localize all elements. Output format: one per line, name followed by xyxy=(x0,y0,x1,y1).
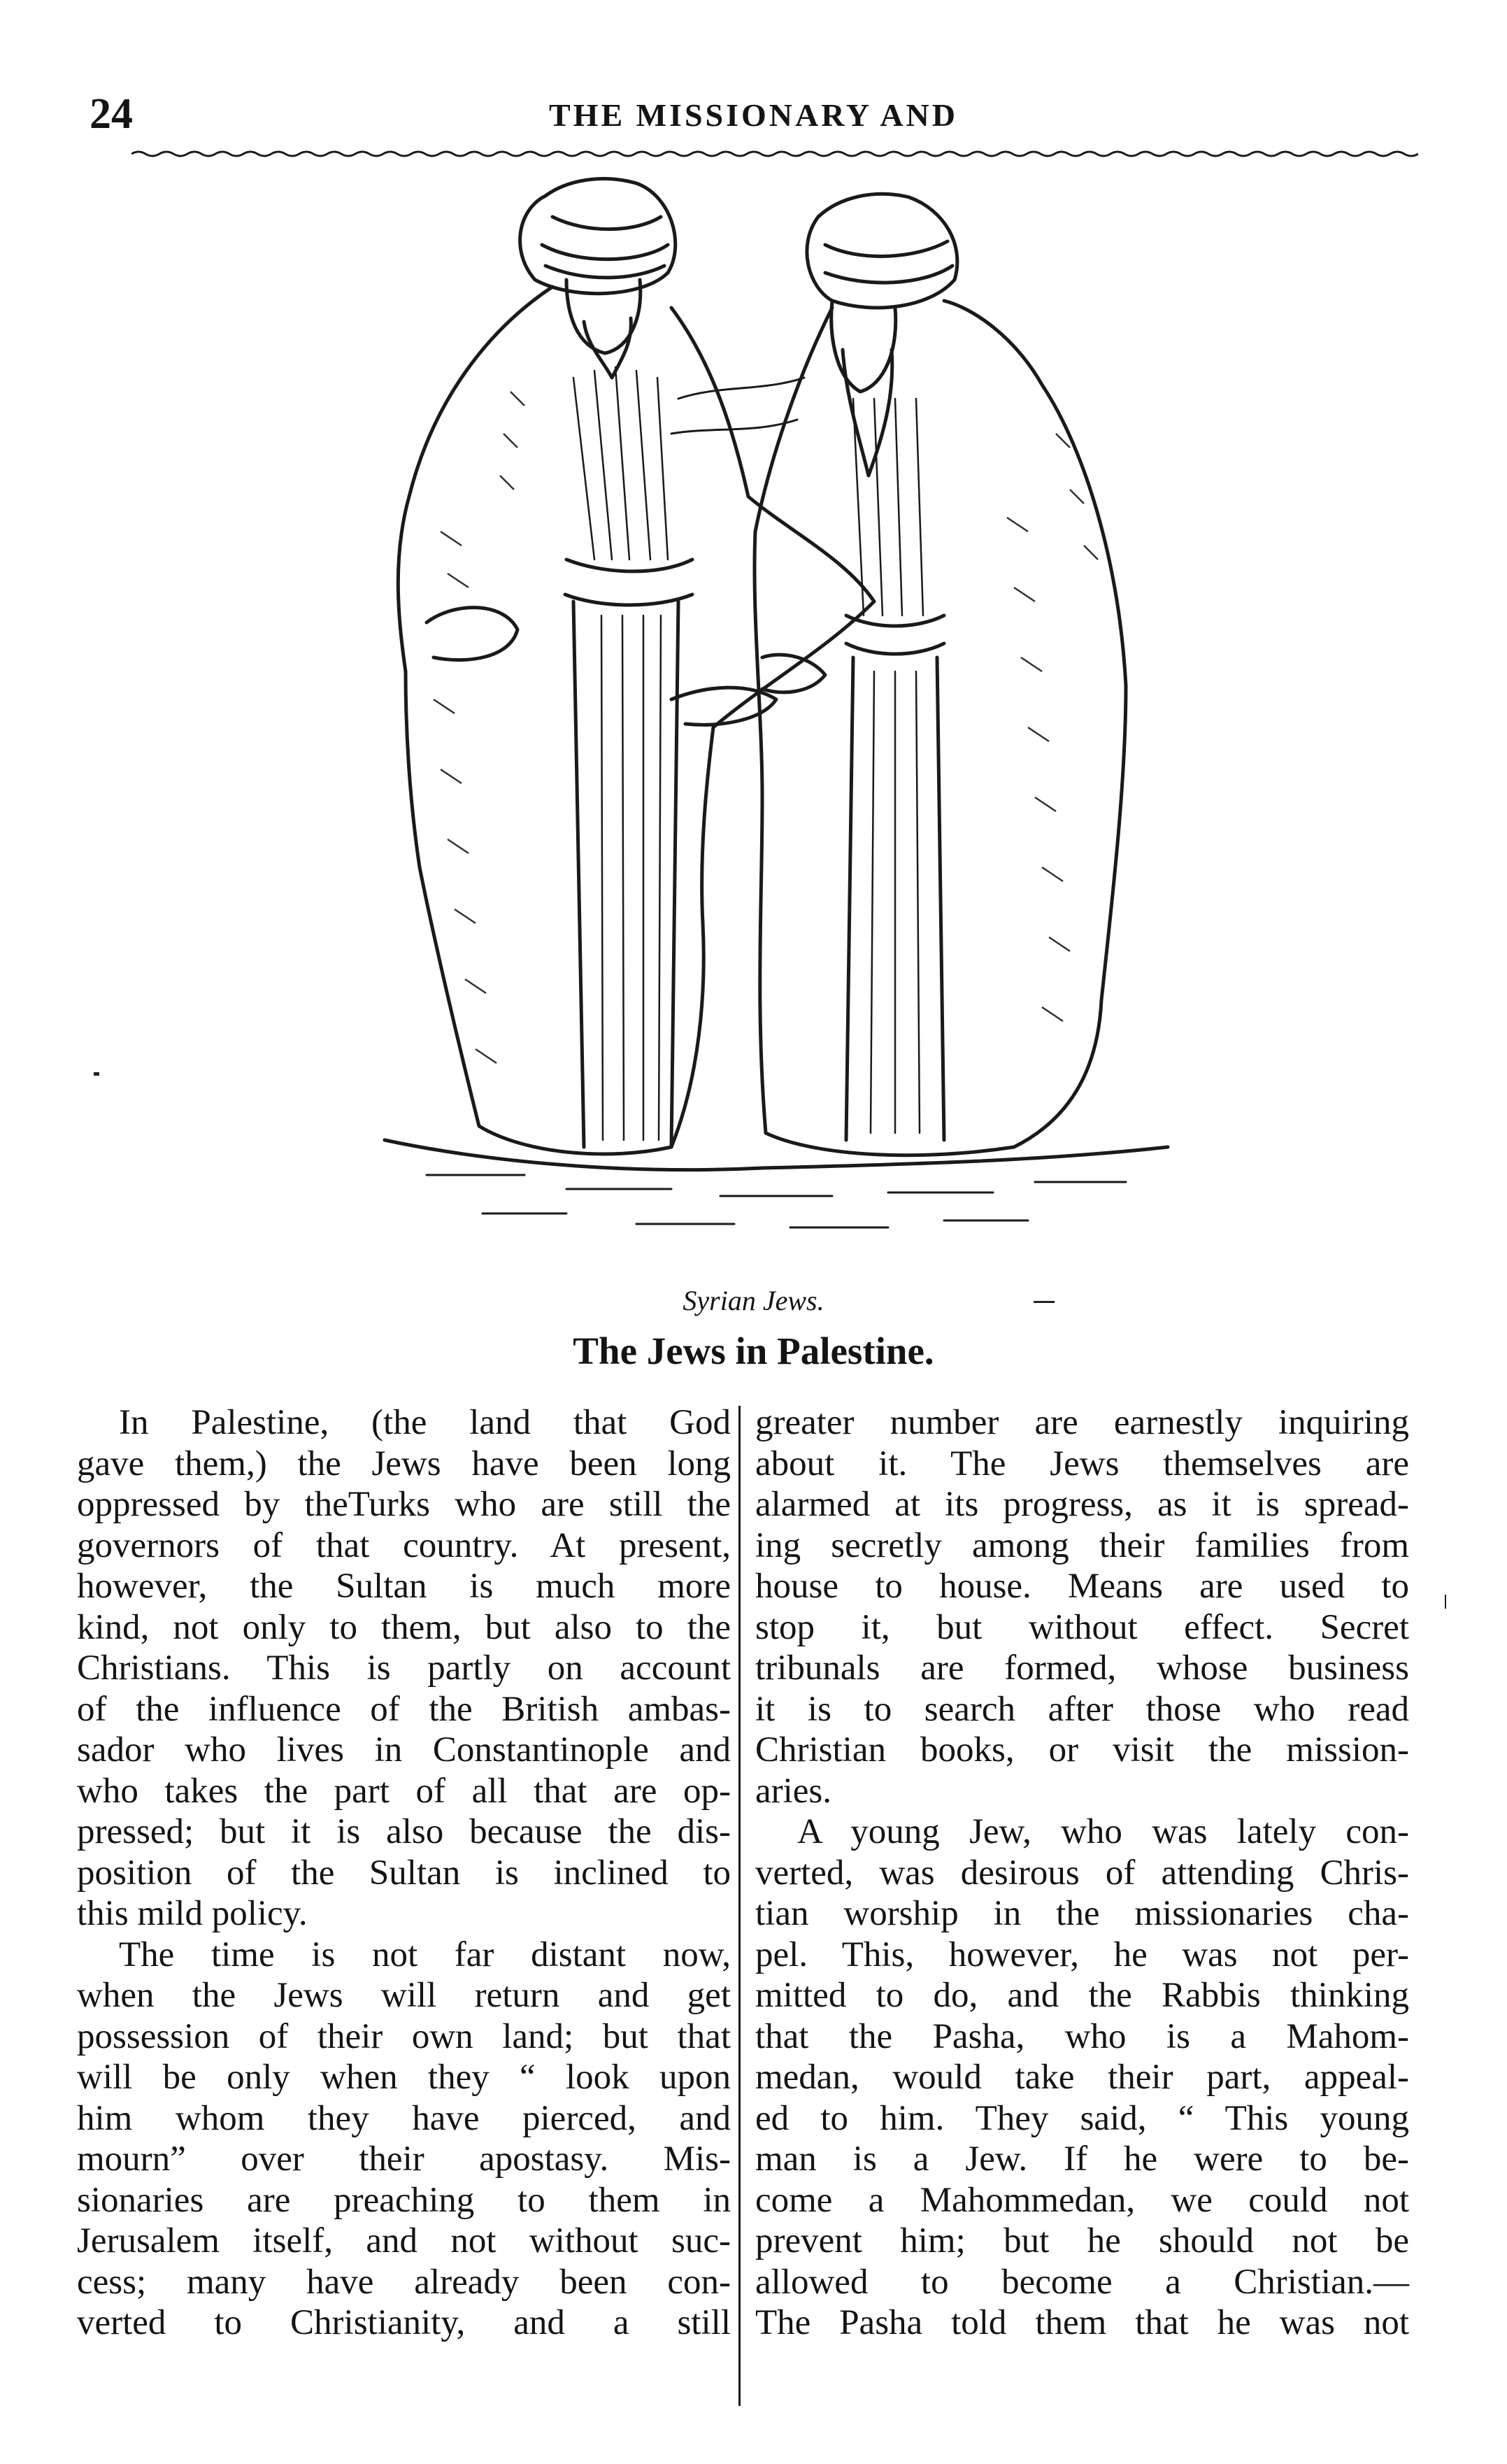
text-line: stop it, but without effect. Secret xyxy=(755,1607,1409,1647)
text-line: Jerusalem itself, and not without suc- xyxy=(77,2221,731,2260)
text-line: ing secretly among their families from xyxy=(755,1525,1409,1565)
header-wavy-rule xyxy=(131,148,1418,159)
text-line: pressed; but it is also because the dis- xyxy=(77,1812,731,1851)
text-line: The time is not far distant now, xyxy=(119,1935,731,1974)
text-line: ed to him. They said, “ This young xyxy=(755,2098,1409,2138)
text-line: tribunals are formed, whose business xyxy=(755,1648,1409,1688)
text-line: In Palestine, (the land that God xyxy=(119,1403,731,1442)
right-face xyxy=(831,301,896,392)
article-title: The Jews in Palestine. xyxy=(573,1330,934,1372)
text-line: cess; many have already been con- xyxy=(77,2262,731,2302)
text-line: however, the Sultan is much more xyxy=(77,1567,731,1606)
text-line: it is to search after those who read xyxy=(755,1689,1409,1729)
page-number: 24 xyxy=(90,90,133,138)
text-line: prevent him; but he should not be xyxy=(755,2221,1409,2260)
text-line: mitted to do, and the Rabbis thinking xyxy=(755,1976,1409,2015)
text-line: greater number are earnestly inquiring xyxy=(755,1403,1409,1442)
column-divider xyxy=(738,1406,741,2406)
text-line: medan, would take their part, appeal- xyxy=(755,2058,1409,2097)
text-line: when the Jews will return and get xyxy=(77,1976,731,2015)
text-line: verted, was desirous of attending Chris- xyxy=(755,1853,1409,1893)
text-line: verted to Christianity, and a still xyxy=(77,2303,731,2342)
text-line: The Pasha told them that he was not xyxy=(755,2303,1409,2342)
text-line: come a Mahommedan, we could not xyxy=(755,2180,1409,2220)
text-line: man is a Jew. If he were to be- xyxy=(755,2139,1409,2179)
text-line: of the influence of the British ambas- xyxy=(77,1689,731,1729)
text-line: aries. xyxy=(755,1771,832,1811)
text-line: will be only when they “ look upon xyxy=(77,2058,731,2097)
text-line: Christians. This is partly on account xyxy=(77,1648,731,1688)
text-line: tian worship in the missionaries cha- xyxy=(755,1894,1409,1933)
print-speck xyxy=(1034,1301,1055,1303)
text-line: who takes the part of all that are op- xyxy=(77,1771,731,1811)
print-speck xyxy=(94,1072,99,1076)
text-line: possession of their own land; but that xyxy=(77,2016,731,2056)
print-speck xyxy=(1445,1595,1446,1609)
text-line: this mild policy. xyxy=(77,1894,308,1933)
text-line: that the Pasha, who is a Mahom- xyxy=(755,2016,1409,2056)
syrian-jews-engraving xyxy=(343,168,1210,1294)
text-line: kind, not only to them, but also to the xyxy=(77,1607,731,1647)
text-line: Christian books, or visit the mission- xyxy=(755,1730,1409,1769)
text-line: sador who lives in Constantinople and xyxy=(77,1730,731,1769)
text-line: governors of that country. At present, xyxy=(77,1525,731,1565)
text-line: A young Jew, who was lately con- xyxy=(797,1812,1409,1851)
text-line: house to house. Means are used to xyxy=(755,1567,1409,1606)
text-line: position of the Sultan is inclined to xyxy=(77,1853,731,1893)
text-line: oppressed by theTurks who are still the xyxy=(77,1485,731,1524)
right-robe xyxy=(755,301,1126,1155)
left-robe xyxy=(398,287,874,1154)
text-line: him whom they have pierced, and xyxy=(77,2098,731,2138)
running-head: THE MISSIONARY AND xyxy=(549,97,958,133)
text-line: allowed to become a Christian.— xyxy=(755,2262,1409,2302)
text-line: sionaries are preaching to them in xyxy=(77,2180,731,2220)
text-line: alarmed at its progress, as it is spread- xyxy=(755,1485,1409,1524)
figure-caption: Syrian Jews. xyxy=(683,1285,824,1316)
text-line: gave them,) the Jews have been long xyxy=(77,1444,731,1483)
left-column xyxy=(77,1402,731,2344)
right-column xyxy=(755,1402,1409,2344)
text-line: pel. This, however, he was not per- xyxy=(755,1935,1409,1974)
text-line: about it. The Jews themselves are xyxy=(755,1444,1409,1483)
right-turban xyxy=(807,194,957,308)
text-line: mourn” over their apostasy. Mis- xyxy=(77,2139,731,2179)
